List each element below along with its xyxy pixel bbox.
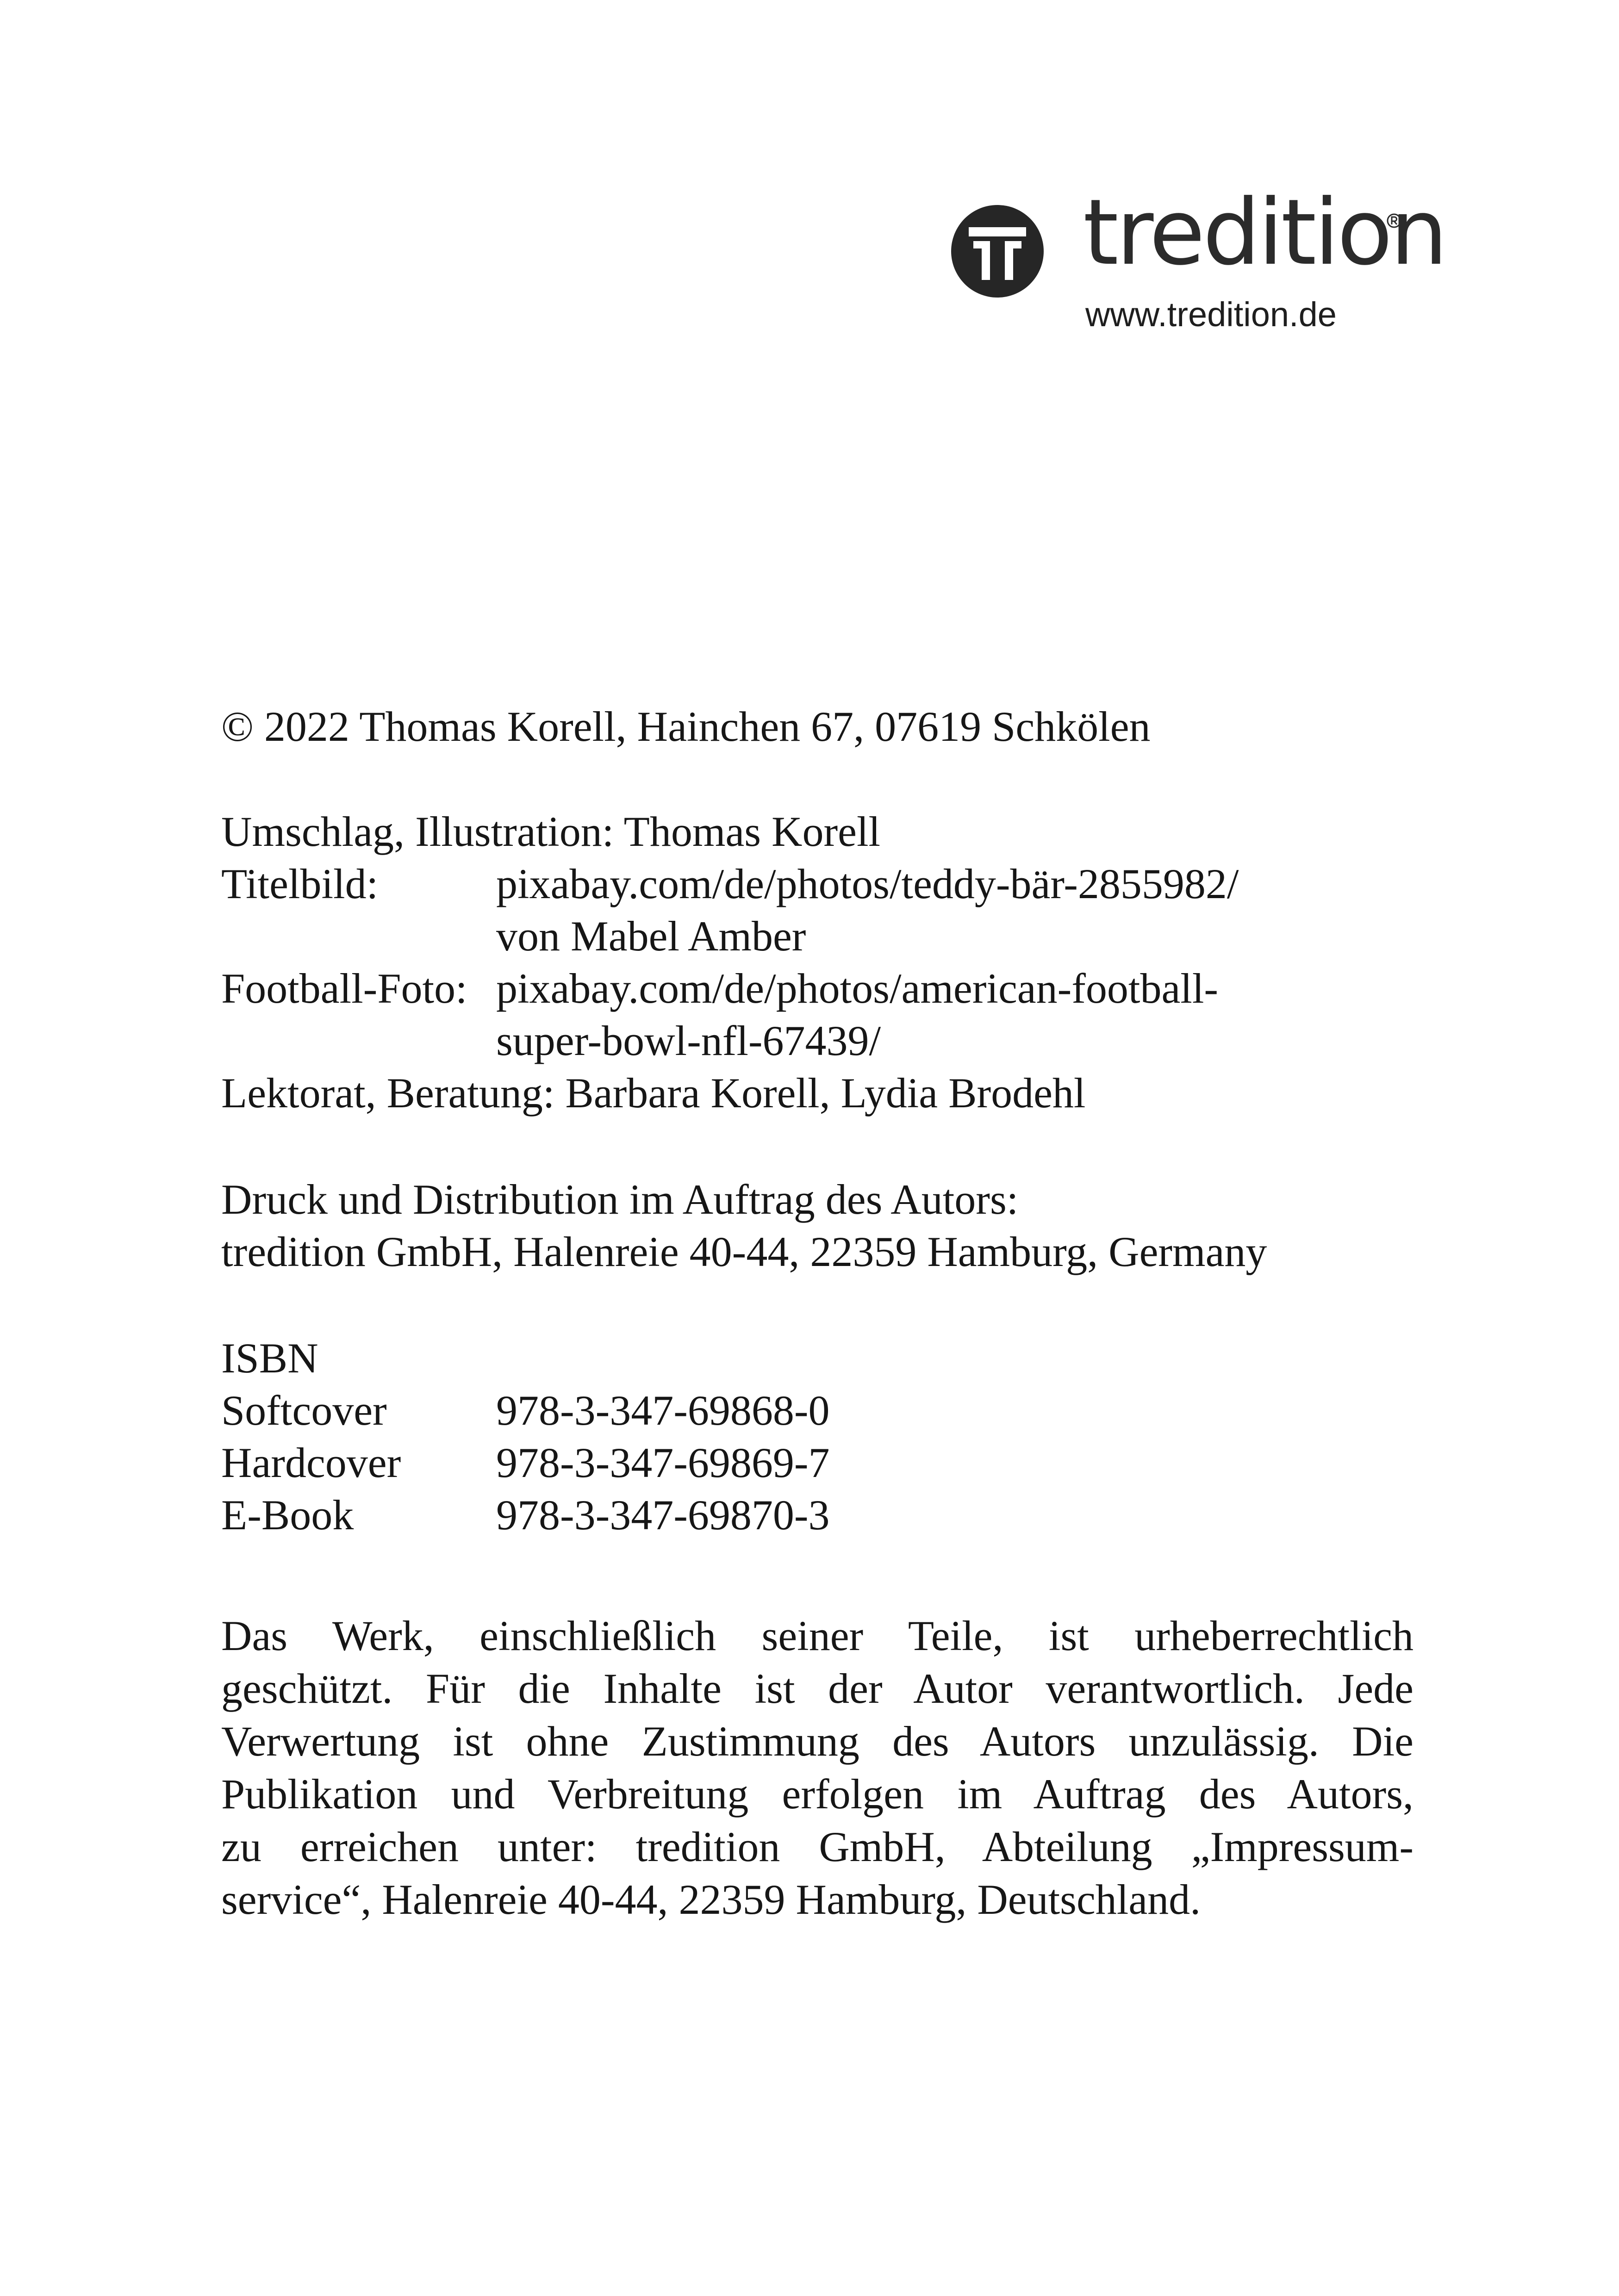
isbn-row [221, 1489, 830, 1542]
isbn-format: Softcover [221, 1387, 387, 1434]
football-photo-source-cont: super-bowl-nfl-67439/ [496, 1017, 881, 1064]
cover-credit: Umschlag, Illustration: Thomas Korell [221, 808, 881, 855]
distribution-line-1: Druck und Distribution im Auftrag des Autors: [221, 1176, 1019, 1223]
title-image-credit [221, 857, 1239, 911]
isbn-number: 978-3-347-69868-0 [496, 1387, 830, 1434]
football-photo-credit [221, 962, 1218, 1015]
registered-trademark-icon [1386, 213, 1402, 229]
distribution-line-2: tredition GmbH, Halenreie 40-44, 22359 Hamburg, Germany [221, 1228, 1267, 1275]
football-photo-source: pixabay.com/de/photos/american-football- [496, 965, 1219, 1012]
legal-notice-line: service“, Halenreie 40-44, 22359 Hamburg, Deutschland. [221, 1876, 1201, 1923]
copyright-line: © 2022 Thomas Korell, Hainchen 67, 07619 Schkölen [221, 703, 1151, 750]
publisher-logo [951, 180, 1446, 346]
isbn-number: 978-3-347-69870-3 [496, 1491, 830, 1539]
legal-notice-line: zu erreichen unter: tredition GmbH, Abteilung „Impressum- [221, 1823, 1414, 1870]
isbn-format: Hardcover [221, 1439, 401, 1486]
legal-notice-line: Das Werk, einschließlich seiner Teile, ist urheberrechtlich [221, 1612, 1414, 1659]
isbn-number: 978-3-347-69869-7 [496, 1439, 830, 1486]
publisher-url: www.tredition.de [1085, 295, 1337, 334]
isbn-row [221, 1384, 830, 1437]
publisher-wordmark: tredition [1083, 180, 1446, 285]
editing-credit: Lektorat, Beratung: Barbara Korell, Lydia Brodehl [221, 1069, 1086, 1117]
legal-notice-line: Publikation und Verbreitung erfolgen im Auftrag des Autors, [221, 1770, 1414, 1818]
legal-notice-line: Verwertung ist ohne Zustimmung des Autors unzulässig. Die [221, 1718, 1414, 1765]
football-photo-label: Football-Foto: [221, 965, 467, 1012]
isbn-format: E-Book [221, 1491, 354, 1539]
title-image-label: Titelbild: [221, 860, 379, 907]
legal-notice [221, 1609, 1414, 1926]
legal-notice-line: geschützt. Für die Inhalte ist der Autor verantwortlich. Jede [221, 1665, 1414, 1712]
isbn-heading: ISBN [221, 1334, 318, 1382]
isbn-row [221, 1436, 830, 1489]
publisher-logo-icon [951, 205, 1044, 298]
title-image-author: von Mabel Amber [496, 912, 806, 960]
title-image-source: pixabay.com/de/photos/teddy-bär-2855982/ [496, 860, 1239, 907]
